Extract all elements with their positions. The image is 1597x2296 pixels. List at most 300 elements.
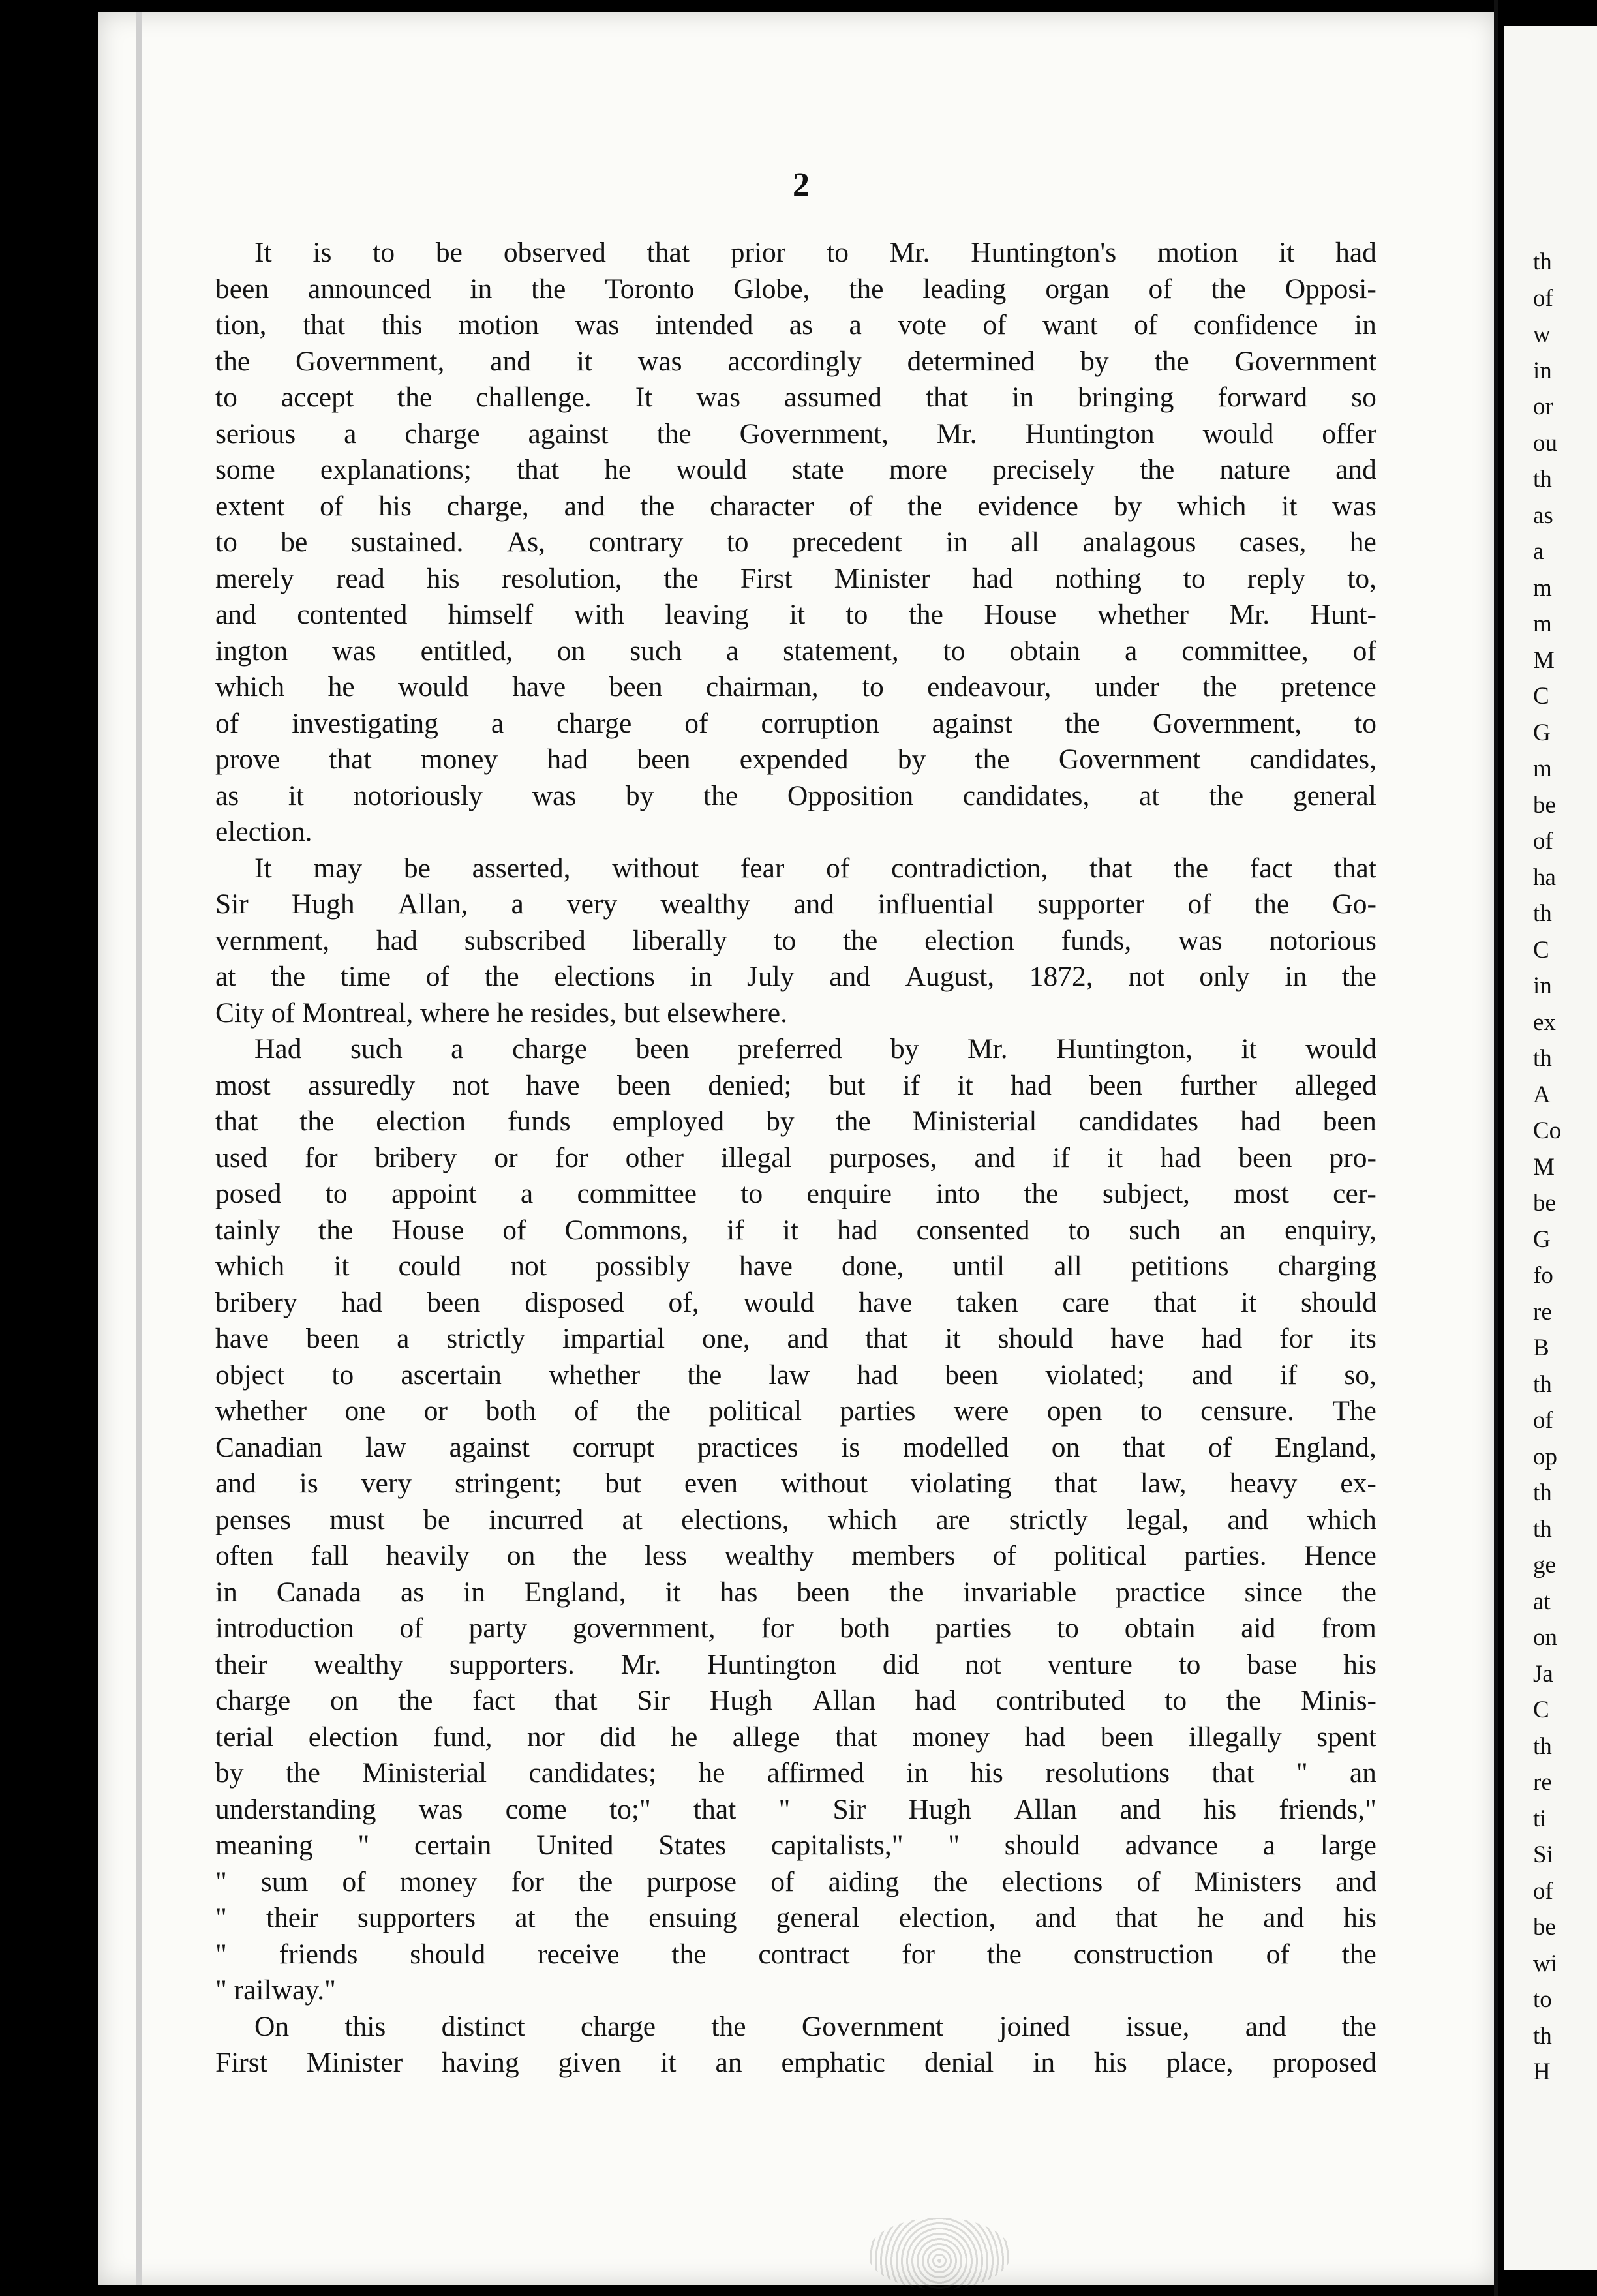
word: that [1089,852,1133,884]
word: of [992,1540,1016,1571]
word: for [902,1938,935,1970]
word: " [215,1938,227,1970]
word: petitions [1131,1250,1229,1282]
word: to [1178,1648,1201,1680]
word: practice [1116,1576,1206,1608]
word: the [271,961,306,992]
word: was [637,345,682,377]
word: Mr. [1229,599,1270,630]
word: all [1011,526,1040,558]
word: this [344,2010,386,2042]
word: and [490,345,531,377]
word: and [1035,1902,1076,1933]
word: by [897,744,926,775]
word: could [398,1250,462,1282]
word: one [344,1395,386,1427]
word: and [1227,1503,1269,1535]
word: until [952,1250,1005,1282]
word: obtain [1124,1612,1196,1644]
word: members [851,1540,956,1571]
word: to [1140,1395,1163,1427]
word: not [1128,961,1164,992]
word: of [1187,888,1211,920]
text-line [215,1575,1376,1611]
word: Toronto [605,273,695,305]
word: on [556,635,586,667]
word: the [285,1757,320,1789]
text-line [215,1140,1376,1177]
word: its [1349,1323,1376,1354]
word: but [829,1069,866,1101]
word: that [555,1685,598,1716]
word: Canadian [215,1431,323,1463]
word: preferred [738,1033,842,1065]
word: obtain [1009,635,1081,667]
word: in [1354,309,1376,340]
word: Huntington's [971,237,1117,268]
word: contract [758,1938,850,1970]
facing-page-fragment: B [1533,1335,1549,1361]
word: Government [1058,744,1201,775]
facing-page-fragment: re [1533,1298,1552,1325]
word: very [566,888,618,920]
word: England, [524,1576,626,1608]
word: been [945,1359,999,1391]
word: intended [655,309,753,340]
word: have [526,1069,580,1101]
word: employed [612,1106,725,1137]
text-line [215,1972,1376,2009]
word: both [839,1612,890,1644]
word: had [857,1359,898,1391]
word: is [841,1431,860,1463]
word: would [1305,1033,1376,1065]
word: for [1279,1323,1313,1354]
word: is [299,1468,318,1499]
word: the [1226,1685,1262,1716]
word: very [361,1468,412,1499]
word: motion [458,309,540,340]
word: which [827,1503,898,1535]
word: the [1341,1938,1376,1970]
word: of [770,1865,795,1897]
word: charge [580,2010,656,2042]
word: impartial [562,1323,665,1354]
facing-page-fragment: be [1533,791,1556,819]
word: It [635,382,653,413]
word: other [625,1141,684,1173]
text-line [215,1719,1376,1756]
facing-page-fragment: th [1533,249,1552,275]
word: that [329,744,372,775]
word: the [933,1865,968,1897]
word: the [1341,1576,1376,1608]
page-left-edge [136,12,142,2285]
text-line [215,271,1376,308]
word: Go- [1332,888,1376,920]
word: his [1094,2047,1127,2078]
word: to [373,237,395,268]
facing-page-fragment: M [1533,646,1555,674]
word: of [1208,1431,1232,1463]
word: all [1054,1250,1082,1282]
word: supporters. [449,1648,575,1680]
word: the [531,273,566,305]
word: not [965,1648,1001,1680]
word: corruption [761,707,879,739]
word: pro- [1329,1141,1376,1173]
text-line [215,1068,1376,1104]
word: and [1263,1902,1304,1933]
word: taken [956,1286,1018,1318]
word: Government [801,2010,944,2042]
word: was [1332,490,1376,522]
word: censure. [1200,1395,1294,1427]
word: have [512,671,566,702]
text-line [215,1430,1376,1466]
word: charge [556,707,632,739]
word: the [1202,671,1238,702]
word: " [778,1793,791,1825]
word: accept [281,382,354,413]
word: should [1300,1286,1376,1318]
word: law [365,1431,406,1463]
word: precisely [992,454,1095,485]
text-line [215,1104,1376,1140]
word: had [1011,1069,1052,1101]
word: precedent [791,526,902,558]
word: enquire [806,1178,892,1209]
word: law, [1140,1468,1187,1499]
facing-page-fragment: as [1533,502,1553,529]
word: expended [739,744,849,775]
facing-page-fragment: th [1533,900,1552,927]
text-line [215,669,1376,706]
word: Government [1234,345,1376,377]
word: certain [414,1830,492,1861]
facing-page-fragment: be [1533,1190,1556,1216]
word: in [463,1576,485,1608]
word: House [984,599,1057,630]
word: had [1335,237,1376,268]
word: large [1320,1830,1376,1861]
word: the [843,924,878,956]
facing-page-fragment: of [1533,1407,1553,1434]
word: observed [503,237,606,268]
facing-page-fragment: Co [1533,1117,1562,1144]
word: more [889,454,948,485]
word: to [325,1178,348,1209]
word: without [780,1468,868,1499]
word: and [215,1468,256,1499]
word: to [331,1359,354,1391]
word: of [982,309,1007,340]
word: come [505,1793,567,1825]
facing-page-fragment: or [1533,393,1553,420]
word: Huntington [707,1648,837,1680]
word: by [1113,490,1142,522]
word: that [865,1323,908,1354]
word: money [912,1721,990,1753]
word: on [1051,1431,1080,1463]
word: a [491,707,504,739]
word: even [684,1468,738,1499]
word: had [547,744,588,775]
word: would [676,454,747,485]
word: issue, [1125,2010,1190,2042]
word: the [1154,345,1189,377]
word: place, [1166,2047,1234,2078]
word: " [215,1865,227,1897]
word: into [935,1178,980,1209]
word: state [791,454,844,485]
word: nothing [1054,562,1142,594]
word: to [861,671,884,702]
word: liberally [632,924,727,956]
word: the [1173,852,1209,884]
word: " [215,1902,227,1933]
text-line [215,1466,1376,1502]
word: himself [448,599,534,630]
word: nature [1219,454,1291,485]
text-line [215,416,1376,453]
word: been [637,744,691,775]
word: in [945,526,968,558]
word: that [693,1793,737,1825]
word: cer- [1333,1178,1376,1209]
word: Hence [1303,1540,1376,1571]
word: at [622,1503,643,1535]
facing-page-fragment: th [1533,1515,1552,1543]
word: determined [907,345,1035,377]
word: have [859,1286,913,1318]
word: of [826,852,850,884]
word: had [341,1286,383,1318]
word: his [970,1757,1003,1789]
word: the [640,490,675,522]
word: Opposition [787,779,914,811]
word: organ [1045,273,1110,305]
word: he [327,671,355,702]
word: July [747,961,795,992]
word: his [378,490,412,522]
word: given [558,2047,622,2078]
facing-page-fragment: th [1533,1045,1552,1072]
word: the [574,1902,609,1933]
word: funds, [1061,924,1132,956]
word: to [215,382,237,413]
word: been [1100,1721,1154,1753]
word: not [452,1069,489,1101]
word: election [924,924,1014,956]
facing-page-fragment: of [1533,1877,1553,1905]
word: allege [732,1721,800,1753]
word: election, [898,1902,996,1933]
word: announced [308,273,431,305]
text-line [215,2045,1376,2081]
word: tainly [215,1214,281,1246]
word: supporter [1037,888,1145,920]
word: it [333,1250,350,1282]
text-line [215,1031,1376,1068]
text-line [215,524,1376,561]
word: to [726,526,749,558]
word: and [1245,2010,1286,2042]
word: Allan [812,1685,875,1716]
text-line [215,235,1376,271]
facing-page-fragment: th [1533,1370,1552,1398]
word: party [468,1612,527,1644]
word: Government, [739,417,889,449]
word: which [215,671,285,702]
word: to [845,599,868,630]
word: that [1153,1286,1196,1318]
word: to [1183,562,1206,594]
word: been [616,1069,671,1101]
word: practices [697,1431,798,1463]
word: the [849,273,884,305]
word: fact [1249,852,1292,884]
word: the [215,345,251,377]
word: so [1351,382,1376,413]
word: distinct [441,2010,525,2042]
word: for [555,1141,588,1173]
word: contrary [588,526,684,558]
word: election [308,1721,399,1753]
word: As, [506,526,546,558]
word: base [1247,1648,1298,1680]
text-line [215,633,1376,670]
facing-page-fragment: A [1533,1081,1551,1108]
word: it [660,2047,677,2078]
word: Government, [296,345,445,377]
word: a [1125,635,1138,667]
word: had [1160,1141,1202,1173]
word: of [342,1865,366,1897]
word: must [329,1503,385,1535]
word: and [564,490,605,522]
word: or [423,1395,448,1427]
word: their [215,1648,267,1680]
word: sustained. [350,526,464,558]
word: did [600,1721,636,1753]
word: in [470,273,493,305]
facing-page-fragment: H [1533,2059,1551,2085]
word: so, [1344,1359,1376,1391]
facing-page-fragment: M [1533,1153,1555,1181]
word: the [986,1938,1022,1970]
word: the [907,490,943,522]
word: Canada [276,1576,362,1608]
line-text: " railway." [215,1974,336,2006]
word: in [905,1757,928,1789]
word: under [1094,671,1159,702]
word: he [604,454,631,485]
word: the [687,1359,722,1391]
word: Minister [834,562,930,594]
word: vote [898,309,947,340]
word: his [1343,1902,1376,1933]
word: the [1341,2010,1376,2042]
word: leading [922,273,1007,305]
word: aid [1241,1612,1276,1644]
word: Sir [832,1793,866,1825]
word: venture [1047,1648,1133,1680]
word: have [1110,1323,1164,1354]
facing-page-fragment: ex [1533,1008,1556,1036]
word: the [889,1576,924,1608]
line-text: election. [215,816,312,847]
word: evidence [977,490,1078,522]
word: " [357,1830,370,1861]
word: by [766,1106,795,1137]
word: it [1107,1141,1123,1173]
text-line [215,489,1376,525]
word: from [1321,1612,1376,1644]
word: it [288,779,305,811]
word: illegal [721,1141,792,1173]
word: the [1209,779,1244,811]
word: bribery [374,1141,457,1173]
facing-page-fragment: G [1533,719,1551,746]
word: would [1202,417,1274,449]
facing-page-fragment: th [1533,2022,1552,2049]
word: meaning [215,1830,313,1861]
word: of [849,490,873,522]
word: the [318,1214,354,1246]
word: Hugh [291,888,355,920]
word: it [1281,490,1298,522]
text-line [215,1321,1376,1357]
word: against [449,1431,530,1463]
word: ington [215,635,288,667]
word: a [397,1323,410,1354]
text-line [215,1176,1376,1213]
word: ascertain [401,1359,502,1391]
word: Allan [1014,1793,1078,1825]
word: be [423,1503,451,1535]
word: to [1056,1612,1079,1644]
word: heavily [386,1540,470,1571]
word: want [1042,309,1098,340]
word: had [376,924,418,956]
word: incurred [489,1503,584,1535]
word: of [215,707,239,739]
word: was [418,1793,463,1825]
word: motion [1157,237,1238,268]
word: by [625,779,654,811]
word: it [1240,1286,1257,1318]
word: It [254,237,272,268]
word: it [1279,237,1295,268]
word: that [646,237,690,268]
word: such [630,635,682,667]
word: heavy [1229,1468,1298,1499]
page-number: 2 [793,166,810,204]
word: On [254,2010,290,2042]
word: on [506,1540,536,1571]
word: it [789,599,806,630]
word: his [426,562,460,594]
word: of [1266,1938,1290,1970]
word: England, [1275,1431,1376,1463]
facing-page-fragment: be [1533,1914,1556,1941]
word: a [725,635,739,667]
word: Minis- [1300,1685,1376,1716]
word: such [350,1033,403,1065]
word: most [1234,1178,1289,1209]
word: should [1004,1830,1080,1861]
